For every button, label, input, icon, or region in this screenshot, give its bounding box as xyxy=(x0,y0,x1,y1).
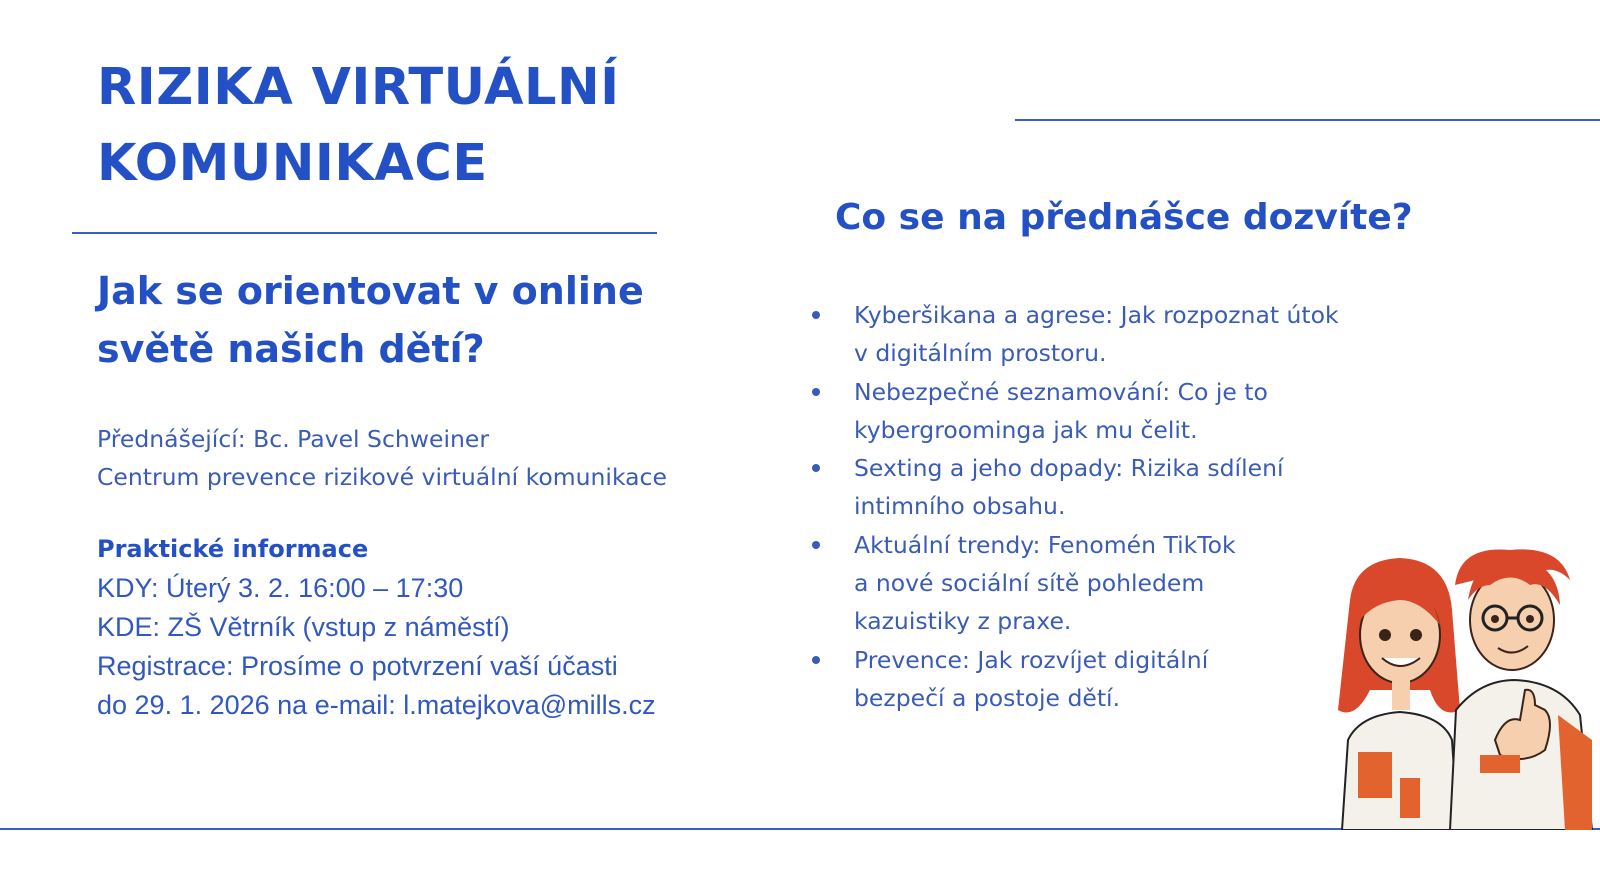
kids-illustration xyxy=(1330,540,1600,830)
page-title-line-1: RIZIKA VIRTUÁLNÍ xyxy=(97,58,620,117)
practical-registration-line-2: do 29. 1. 2026 na e-mail: l.matejkova@mills.cz xyxy=(97,690,656,720)
page-title-line-2: KOMUNIKACE xyxy=(97,134,488,193)
topic-line: Kyberšikana a agrese: Jak rozpoznat útok xyxy=(854,301,1339,329)
topic-line: bezpečí a postoje dětí. xyxy=(854,683,1121,712)
bullet-icon xyxy=(812,464,820,472)
topic-line: kybergroominga jak mu čelit. xyxy=(854,415,1198,444)
topic-line: intimního obsahu. xyxy=(854,492,1066,521)
topic-item xyxy=(810,296,1450,373)
top-right-divider xyxy=(1015,119,1600,121)
page-title xyxy=(97,50,737,202)
topic-line: Prevence: Jak rozvíjet digitální xyxy=(854,645,1209,674)
practical-info xyxy=(97,530,817,725)
bullet-icon xyxy=(812,311,820,319)
subtitle-line-1: Jak se orientovat v online xyxy=(97,269,644,313)
bullet-icon xyxy=(812,388,820,396)
girl-figure xyxy=(1338,558,1460,830)
bullet-icon xyxy=(812,541,820,549)
practical-registration-line-1: Registrace: Prosíme o potvrzení vaší účasti xyxy=(97,651,618,681)
practical-where: KDE: ZŠ Větrník (vstup z náměstí) xyxy=(97,612,510,642)
bullet-icon xyxy=(812,656,820,664)
boy-figure xyxy=(1450,549,1592,830)
speaker-name: Přednášející: Bc. Pavel Schweiner xyxy=(97,425,489,453)
topics-heading: Co se na přednášce dozvíte? xyxy=(835,197,1413,238)
topic-line: a nové sociální sítě pohledem xyxy=(854,569,1205,598)
topic-item xyxy=(810,373,1450,450)
speaker-organization: Centrum prevence rizikové virtuální komunikace xyxy=(97,463,667,491)
topic-line: Sexting a jeho dopady: Rizika sdílení xyxy=(854,454,1284,483)
title-divider xyxy=(72,232,657,234)
topic-line: Nebezpečné seznamování: Co je to xyxy=(854,377,1268,406)
topic-item xyxy=(810,449,1450,526)
topic-line: v digitálním prostoru. xyxy=(854,339,1107,368)
practical-heading: Praktické informace xyxy=(97,535,369,563)
practical-when: KDY: Úterý 3. 2. 16:00 – 17:30 xyxy=(97,573,464,603)
subtitle-line-2: světě našich dětí? xyxy=(97,327,485,371)
speaker-info xyxy=(97,420,817,496)
topic-line: kazuistiky z praxe. xyxy=(854,607,1072,636)
topic-line: Aktuální trendy: Fenomén TikTok xyxy=(854,530,1236,559)
subtitle xyxy=(97,262,737,378)
